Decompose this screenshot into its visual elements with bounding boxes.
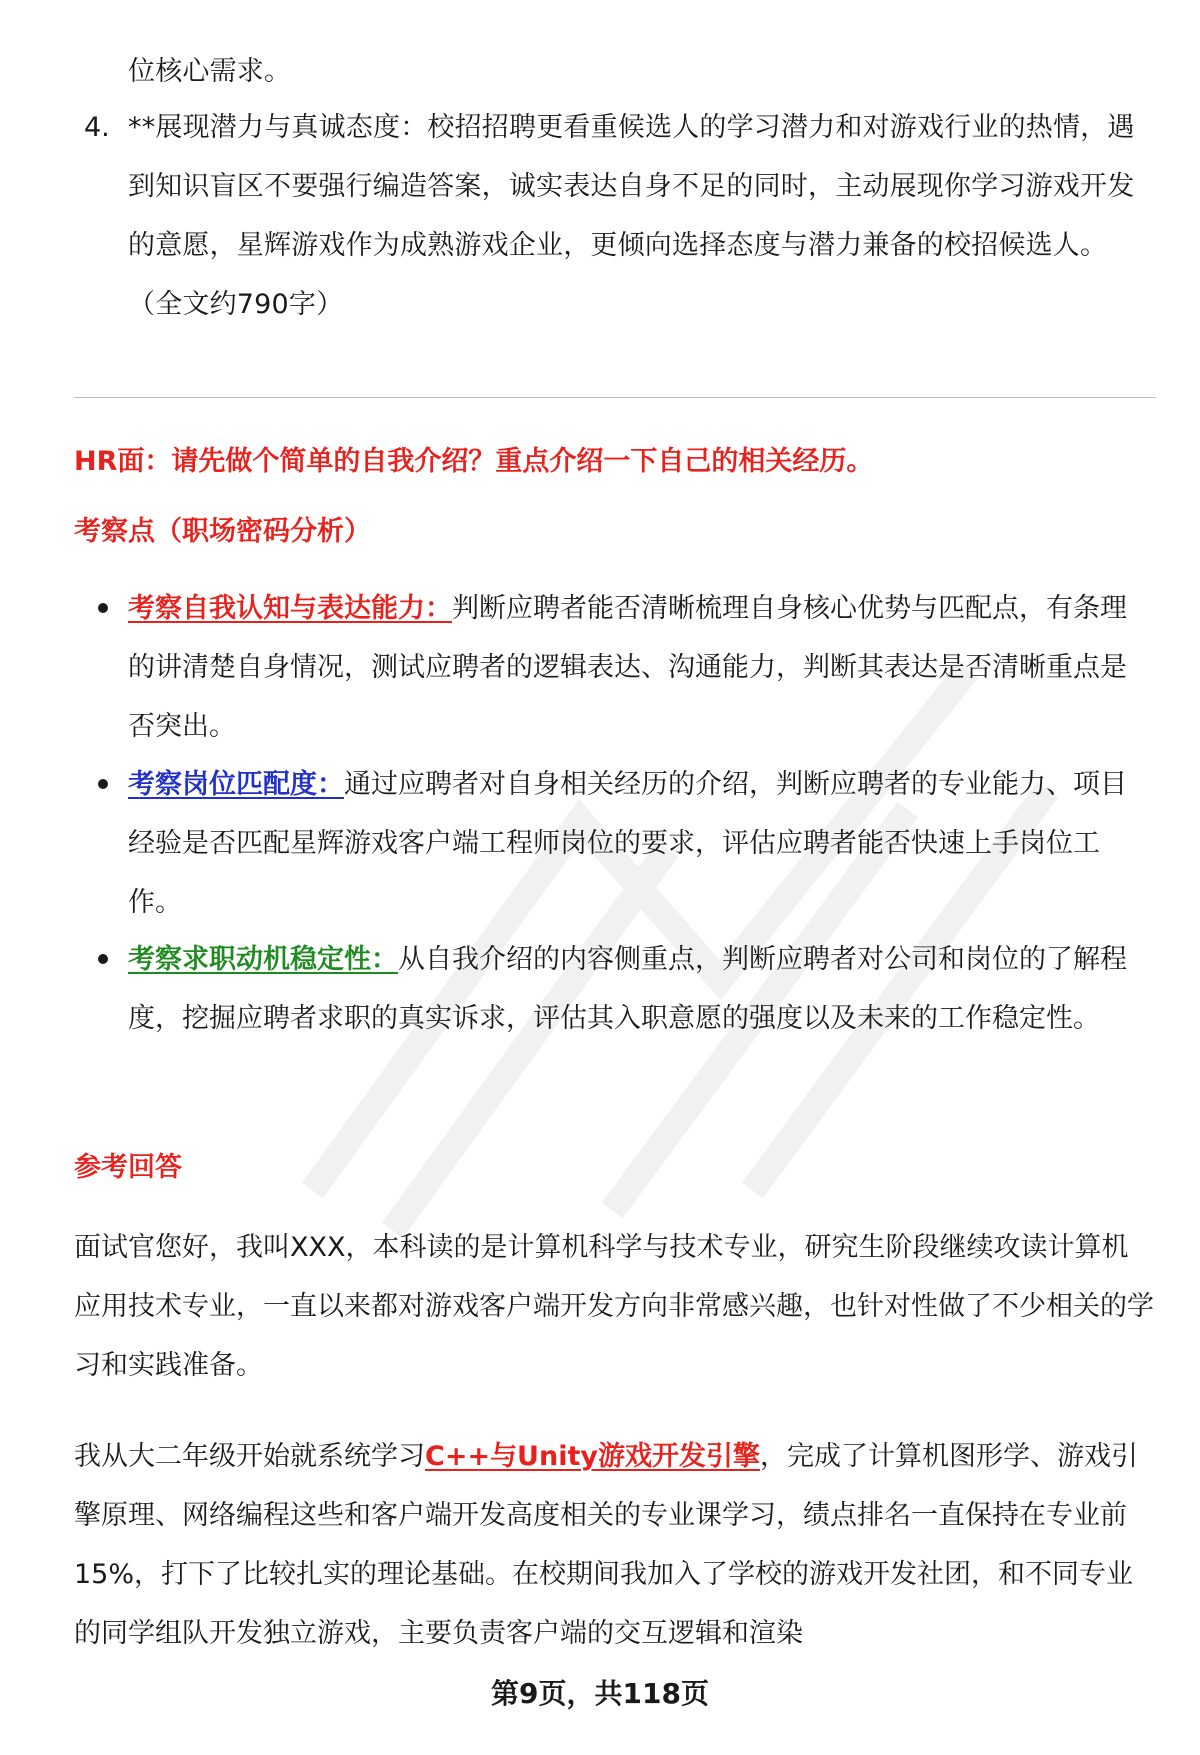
analysis-point bbox=[128, 930, 1148, 1048]
bullet-dot bbox=[98, 779, 108, 789]
section-divider bbox=[74, 397, 1156, 398]
answer-highlight: C++与Unity游戏开发引擎 bbox=[425, 1441, 760, 1472]
analysis-heading: 考察点（职场密码分析） bbox=[74, 516, 371, 547]
list-item-text: **展现潜力与真诚态度：校招招聘更看重候选人的学习潜力和对游戏行业的热情，遇到知识盲区不要强行编造答案，诚实表达自身不足的同时，主动展现你学习游戏开发的意愿，星辉游戏作为成熟游戏企业，更倾向选择态度与潜力兼备的校招候选人。（全文约790字） bbox=[128, 112, 1135, 320]
point-text: 判断应聘者能否清晰梳理自身核心优势与匹配点，有条理的讲清楚自身情况，测试应聘者的逻辑表达、沟通能力，判断其表达是否清晰重点是否突出。 bbox=[128, 593, 1127, 742]
point-label: 考察求职动机稳定性： bbox=[128, 944, 398, 975]
point-text: 通过应聘者对自身相关经历的介绍，判断应聘者的专业能力、项目经验是否匹配星辉游戏客户端工程师岗位的要求，评估应聘者能否快速上手岗位工作。 bbox=[128, 769, 1127, 918]
bullet-dot bbox=[98, 603, 108, 613]
answer-heading: 参考回答 bbox=[74, 1152, 182, 1183]
bullet-dot bbox=[98, 954, 108, 964]
answer-paragraph-2 bbox=[74, 1427, 1154, 1663]
point-text: 从自我介绍的内容侧重点，判断应聘者对公司和岗位的了解程度，挖掘应聘者求职的真实诉求，评估其入职意愿的强度以及未来的工作稳定性。 bbox=[128, 944, 1127, 1034]
point-label: 考察自我认知与表达能力： bbox=[128, 593, 452, 624]
answer-text: 我从大二年级开始就系统学习 bbox=[74, 1441, 425, 1472]
previous-item-tail: 位核心需求。 bbox=[128, 56, 292, 87]
answer-paragraph-1: 面试官您好，我叫XXX，本科读的是计算机科学与技术专业，研究生阶段继续攻读计算机应用技术专业，一直以来都对游戏客户端开发方向非常感兴趣，也针对性做了不少相关的学习和实践准备。 bbox=[74, 1232, 1154, 1381]
analysis-point bbox=[128, 579, 1148, 756]
point-label: 考察岗位匹配度： bbox=[128, 769, 344, 800]
page-number: 第9页，共118页 bbox=[491, 1677, 709, 1710]
analysis-point bbox=[128, 755, 1148, 932]
answer-text: ，完成了计算机图形学、游戏引擎原理、网络编程这些和客户端开发高度相关的专业课学习，绩点排名一直保持在专业前15%，打下了比较扎实的理论基础。在校期间我加入了学校的游戏开发社团，和不同专业的同学组队开发独立游戏，主要负责客户端的交互逻辑和渲染 bbox=[74, 1441, 1138, 1649]
question-title: HR面：请先做个简单的自我介绍？重点介绍一下自己的相关经历。 bbox=[74, 446, 874, 477]
list-number: 4. bbox=[84, 112, 110, 143]
